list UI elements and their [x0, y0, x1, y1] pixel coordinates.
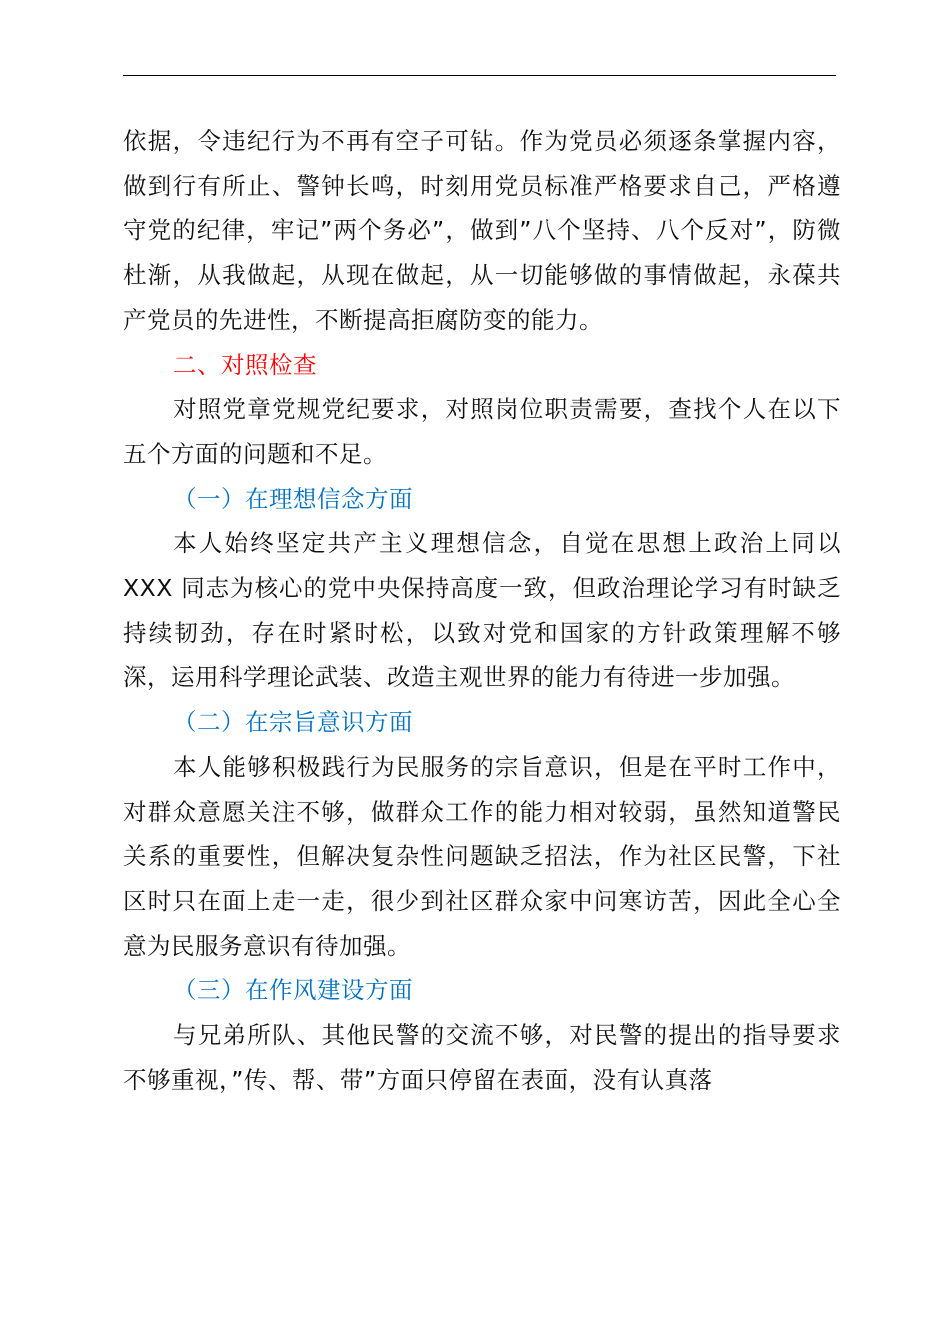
- intro-paragraph: 依据，令违纪行为不再有空子可钻。作为党员必须逐条掌握内容，做到行有所止、警钟长鸣，时刻用党员标准严格要求自己，严格遵守党的纪律，牢记”两个务必”，做到”八个坚持、八个反对”，防微杜渐，从我做起，从现在做起，从一切能够做的事情做起，永葆共产党员的先进性，不断提高拒腐防变的能力。: [123, 127, 841, 334]
- subsection-body-conduct: 与兄弟所队、其他民警的交流不够，对民警的提出的指导要求不够重视，”传、帮、带”方面只停留在表面，没有认真落: [123, 1021, 841, 1094]
- header-rule: [123, 75, 836, 76]
- section-intro-paragraph: 对照党章党规党纪要求，对照岗位职责需要，查找个人在以下五个方面的问题和不足。: [123, 395, 841, 468]
- subsection-heading-conduct: （三）在作风建设方面: [173, 976, 413, 1005]
- subsection-body-purpose: 本人能够积极践行为民服务的宗旨意识，但是在平时工作中，对群众意愿关注不够，做群众工作的能力相对较弱，虽然知道警民关系的重要性，但解决复杂性问题缺乏招法，作为社区民警，下社区时只在面上走一走，很少到社区群众家中问寒访苦，因此全心全意为民服务意识有待加强。: [123, 752, 841, 960]
- section-heading: 二、对照检查: [173, 350, 317, 379]
- subsection-heading-purpose: （二）在宗旨意识方面: [173, 708, 413, 737]
- document-body: [123, 119, 841, 1102]
- subsection-heading-ideals: （一）在理想信念方面: [173, 484, 413, 513]
- subsection-body-ideals: 本人始终坚定共产主义理想信念，自觉在思想上政治上同以 XXX 同志为核心的党中央保持高度一致，但政治理论学习有时缺乏持续韧劲，存在时紧时松，以致对党和国家的方针政策理解不够深，运用科学理论武装、改造主观世界的能力有待进一步加强。: [123, 529, 841, 692]
